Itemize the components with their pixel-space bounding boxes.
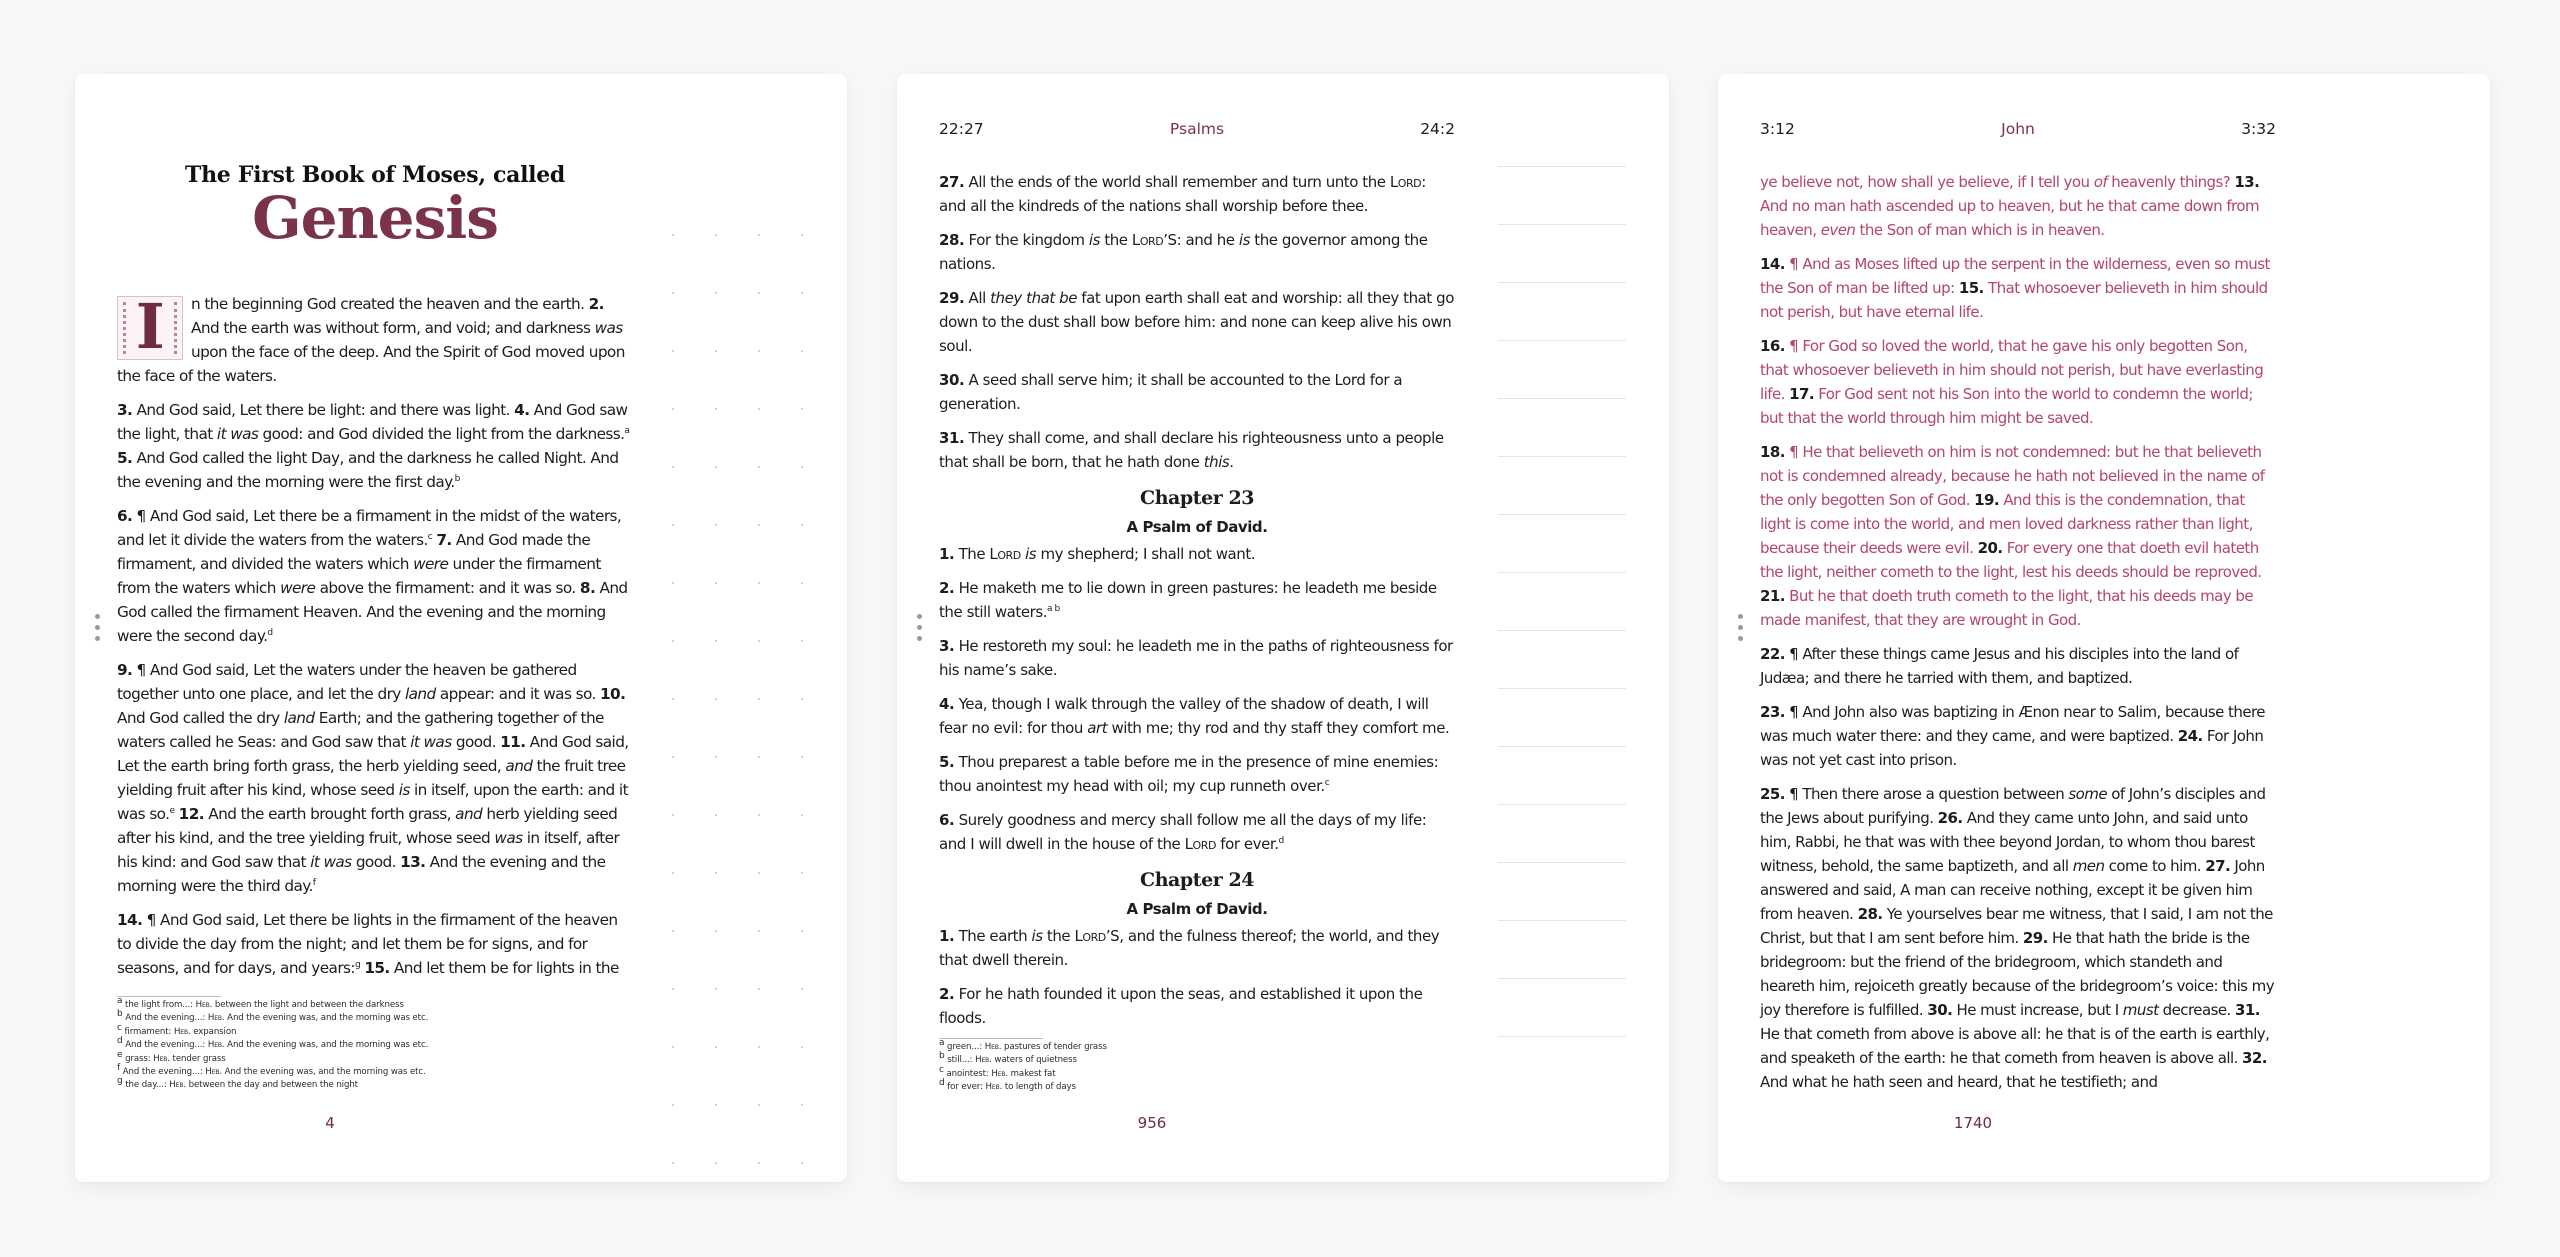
footnote: $^c$ firmament: Heb. expansion bbox=[117, 1022, 237, 1037]
paragraph: 3. And God said, Let there be light: and there was light. 4. And God saw the light, that it was good: and God divided the light from the darkness.$^a$ 5. And God called the light Day, and the darkness he called Night. And the evening and the morning were the first day.$^b$ bbox=[117, 401, 630, 491]
grid-dot bbox=[715, 466, 717, 468]
header-book: John bbox=[2001, 120, 2035, 138]
note-line bbox=[1498, 746, 1626, 747]
grid-dot bbox=[672, 872, 674, 874]
note-lines bbox=[1498, 166, 1626, 1094]
verse: 4. Yea, though I walk through the valley of the shadow of death, I will fear no evil: for thou art with me; thy rod and thy staff they comfort me. bbox=[939, 695, 1450, 737]
chapter-heading: Chapter 23 bbox=[1140, 487, 1254, 509]
footnote: $^b$ still...: Heb. waters of quietness bbox=[939, 1051, 1077, 1066]
grid-dot bbox=[715, 1104, 717, 1106]
verse: 1. The Lord is my shepherd; I shall not want. bbox=[939, 545, 1256, 563]
grid-dot bbox=[672, 408, 674, 410]
verse: 6. Surely goodness and mercy shall follow me all the days of my life: and I will dwell in the house of the Lord for ever.$^d$ bbox=[939, 811, 1427, 853]
psalm-superscription: A Psalm of David. bbox=[1126, 518, 1268, 536]
note-line bbox=[1498, 514, 1626, 515]
grid-dot bbox=[801, 930, 803, 932]
grid-dot bbox=[758, 872, 760, 874]
page-john bbox=[1718, 74, 2490, 1182]
note-line bbox=[1498, 282, 1626, 283]
book-subtitle: The First Book of Moses, called bbox=[185, 162, 565, 188]
grid-dot bbox=[801, 698, 803, 700]
verse: 25. ¶ Then there arose a question between some of John’s disciples and the Jews about purifying. 26. And they came unto John, and said unto him, Rabbi, he that was with thee beyond Jordan, to whom thou barest witness, behold, the same baptizeth, and all men come to him. 27. John answered and said, A man can receive nothing, except it be given him from heaven. 28. Ye yourselves bear me witness, that I said, I am not the Christ, but that I am sent before him. 29. He that hath the bride is the bridegroom: but the friend of the bridegroom, which standeth and heareth him, rejoiceth greatly because of the bridegroom’s voice: this my joy therefore is fulfilled. 30. He must increase, but I must decrease. 31. He that cometh from above is above all: he that is of the earth is earthly, and speaketh of the earth: he that cometh from heaven is above all. 32. And what he hath seen and heard, that he testifieth; and bbox=[1760, 785, 2275, 1091]
grid-dot bbox=[672, 698, 674, 700]
verse: 2. He maketh me to lie down in green pastures: he leadeth me beside the still waters.$^{a b}$ bbox=[939, 579, 1437, 621]
text-column bbox=[117, 292, 633, 990]
drag-handle-icon[interactable] bbox=[916, 614, 922, 644]
grid-dot bbox=[715, 698, 717, 700]
footnote: $^d$ And the evening...: Heb. And the evening was, and the morning was etc. bbox=[117, 1036, 429, 1051]
dropcap: I bbox=[117, 296, 183, 360]
grid-dot bbox=[758, 988, 760, 990]
grid-dot bbox=[801, 582, 803, 584]
footnote: $^c$ anointest: Heb. makest fat bbox=[939, 1064, 1056, 1079]
grid-dot bbox=[758, 1046, 760, 1048]
verse: 23. ¶ And John also was baptizing in Ænon near to Salim, because there was much water there: and they came, and were baptized. 24. For John was not yet cast into prison. bbox=[1760, 703, 2265, 769]
grid-dot bbox=[715, 408, 717, 410]
grid-dot bbox=[801, 640, 803, 642]
note-line bbox=[1498, 1036, 1626, 1037]
drag-handle-icon[interactable] bbox=[94, 614, 100, 644]
footnote: $^d$ for ever: Heb. to length of days bbox=[939, 1078, 1076, 1093]
note-line bbox=[1498, 456, 1626, 457]
paragraph: n the beginning God created the heaven and the earth. 2. And the earth was without form, and void; and darkness was upon the face of the deep. And the Spirit of God moved upon the face of the waters. bbox=[117, 295, 625, 385]
verse: 1. The earth is the Lord’S, and the fulness thereof; the world, and they that dwell therein. bbox=[939, 927, 1440, 969]
note-line bbox=[1498, 862, 1626, 863]
drag-handle-icon[interactable] bbox=[1737, 614, 1743, 644]
verse: 16. ¶ For God so loved the world, that he gave his only begotten Son, that whosoever believeth in him should not perish, but have everlasting life. 17. For God sent not his Son into the world to condemn the world; but that the world through him might be saved. bbox=[1760, 337, 2264, 427]
grid-dot bbox=[801, 524, 803, 526]
footnote: $^a$ the light from...: Heb. between the light and between the darkness bbox=[117, 996, 404, 1010]
grid-dot bbox=[801, 408, 803, 410]
note-line bbox=[1498, 688, 1626, 689]
grid-dot bbox=[758, 582, 760, 584]
header-start-ref: 3:12 bbox=[1760, 120, 1795, 138]
grid-dot bbox=[672, 756, 674, 758]
grid-dot bbox=[758, 524, 760, 526]
grid-dot bbox=[672, 466, 674, 468]
footnotes bbox=[939, 1038, 1239, 1095]
grid-dot bbox=[801, 872, 803, 874]
note-line bbox=[1498, 920, 1626, 921]
grid-dot bbox=[715, 582, 717, 584]
grid-dot bbox=[801, 756, 803, 758]
note-line bbox=[1498, 978, 1626, 979]
page-number: 4 bbox=[325, 1114, 335, 1132]
grid-dot bbox=[672, 1046, 674, 1048]
note-line bbox=[1498, 340, 1626, 341]
verse: 3. He restoreth my soul: he leadeth me in the paths of righteousness for his name’s sake. bbox=[939, 637, 1453, 679]
grid-dot bbox=[672, 292, 674, 294]
chapter-heading: Chapter 24 bbox=[1140, 869, 1254, 891]
grid-dot bbox=[801, 1162, 803, 1164]
grid-dot bbox=[672, 350, 674, 352]
verse: 2. For he hath founded it upon the seas, and established it upon the floods. bbox=[939, 985, 1423, 1027]
grid-dot bbox=[672, 930, 674, 932]
header-end-ref: 3:32 bbox=[2241, 120, 2276, 138]
grid-dot bbox=[758, 756, 760, 758]
verse: 31. They shall come, and shall declare his righteousness unto a people that shall be born, that he hath done this. bbox=[939, 429, 1444, 471]
grid-dot bbox=[715, 292, 717, 294]
grid-dot bbox=[715, 1046, 717, 1048]
verse: 18. ¶ He that believeth on him is not condemned: but he that believeth not is condemned already, because he hath not believed in the name of the only begotten Son of God. 19. And this is the condemnation, that light is come into the world, and men loved darkness rather than light, because their deeds were evil. 20. For every one that doeth evil hateth the light, neither cometh to the light, lest his deeds should be reproved. 21. But he that doeth truth cometh to the light, that his deeds may be made manifest, that they are wrought in God. bbox=[1760, 443, 2265, 629]
note-line bbox=[1498, 804, 1626, 805]
psalm-superscription: A Psalm of David. bbox=[1126, 900, 1268, 918]
footnote: $^b$ And the evening...: Heb. And the evening was, and the morning was etc. bbox=[117, 1009, 429, 1024]
verse: 22. ¶ After these things came Jesus and his disciples into the land of Judæa; and there he tarried with them, and baptized. bbox=[1760, 645, 2239, 687]
verse: 14. ¶ And as Moses lifted up the serpent in the wilderness, even so must the Son of man be lifted up: 15. That whosoever believeth in him should not perish, but have eternal life. bbox=[1760, 255, 2270, 321]
footnotes bbox=[117, 996, 537, 1093]
note-line bbox=[1498, 630, 1626, 631]
note-line bbox=[1498, 166, 1626, 167]
grid-dot bbox=[758, 292, 760, 294]
grid-dot bbox=[758, 814, 760, 816]
grid-dot bbox=[758, 466, 760, 468]
page-genesis bbox=[75, 74, 847, 1182]
grid-dot bbox=[758, 350, 760, 352]
footnote: $^g$ the day...: Heb. between the day and between the night bbox=[117, 1076, 358, 1091]
page-number: 956 bbox=[1137, 1114, 1167, 1132]
grid-dot bbox=[758, 1104, 760, 1106]
page-psalms bbox=[897, 74, 1669, 1182]
grid-dot bbox=[758, 234, 760, 236]
paragraph: 14. ¶ And God said, Let there be lights in the firmament of the heaven to divide the day from the night; and let them be for signs, and for seasons, and for days, and years:$^g$ 15. And let them be for lights in the bbox=[117, 911, 619, 977]
grid-dot bbox=[672, 1162, 674, 1164]
verse: ye believe not, how shall ye believe, if I tell you of heavenly things? 13. And no man hath ascended up to heaven, but he that came down from heaven, even the Son of man which is in heaven. bbox=[1760, 173, 2260, 239]
grid-dot bbox=[801, 466, 803, 468]
grid-dot bbox=[715, 640, 717, 642]
grid-dot bbox=[715, 350, 717, 352]
grid-dot bbox=[758, 408, 760, 410]
grid-dot bbox=[672, 524, 674, 526]
grid-dot bbox=[672, 988, 674, 990]
verse: 27. All the ends of the world shall remember and turn unto the Lord: and all the kindreds of the nations shall worship before thee. bbox=[939, 173, 1426, 215]
grid-dot bbox=[715, 524, 717, 526]
verse: 29. All they that be fat upon earth shall eat and worship: all they that go down to the dust shall bow before him: and none can keep alive his own soul. bbox=[939, 289, 1454, 355]
running-header bbox=[939, 120, 1455, 144]
grid-dot bbox=[758, 930, 760, 932]
text-column bbox=[1760, 170, 2276, 1104]
grid-dot bbox=[758, 1162, 760, 1164]
header-book: Psalms bbox=[1169, 120, 1225, 138]
grid-dot bbox=[715, 234, 717, 236]
verse: 5. Thou preparest a table before me in the presence of mine enemies: thou anointest my head with oil; my cup runneth over.$^c$ bbox=[939, 753, 1439, 795]
header-start-ref: 22:27 bbox=[939, 120, 984, 138]
grid-dot bbox=[672, 814, 674, 816]
verse: 30. A seed shall serve him; it shall be accounted to the Lord for a generation. bbox=[939, 371, 1403, 413]
grid-dot bbox=[801, 988, 803, 990]
grid-dot bbox=[715, 930, 717, 932]
text-column bbox=[939, 170, 1455, 1040]
paragraph: 9. ¶ And God said, Let the waters under the heaven be gathered together unto one place, and let the dry land appear: and it was so. 10. And God called the dry land Earth; and the gathering together of the waters called he Seas: and God saw that it was good. 11. And God said, Let the earth bring forth grass, the herb yielding seed, and the fruit tree yielding fruit after his kind, whose seed is in itself, upon the earth: and it was so.$^e$ 12. And the earth brought forth grass, and herb yielding seed after his kind, and the tree yielding fruit, whose seed was in itself, after his kind: and God saw that it was good. 13. And the evening and the morning were the third day.$^f$ bbox=[117, 661, 629, 895]
grid-dot bbox=[758, 698, 760, 700]
running-header bbox=[1760, 120, 2276, 144]
footnote: $^e$ grass: Heb. tender grass bbox=[117, 1049, 226, 1064]
grid-dot bbox=[715, 988, 717, 990]
grid-dot bbox=[715, 872, 717, 874]
grid-dot bbox=[801, 1104, 803, 1106]
grid-dot bbox=[672, 234, 674, 236]
note-line bbox=[1498, 224, 1626, 225]
footnote: $^a$ green...: Heb. pastures of tender grass bbox=[939, 1038, 1107, 1052]
grid-dot bbox=[715, 1162, 717, 1164]
grid-dot bbox=[672, 582, 674, 584]
grid-dot bbox=[801, 292, 803, 294]
grid-dot bbox=[801, 1046, 803, 1048]
footnote: $^f$ And the evening...: Heb. And the evening was, and the morning was etc. bbox=[117, 1063, 426, 1078]
header-end-ref: 24:2 bbox=[1420, 120, 1455, 138]
grid-dot bbox=[801, 350, 803, 352]
note-line bbox=[1498, 572, 1626, 573]
note-line bbox=[1498, 398, 1626, 399]
book-title: Genesis bbox=[252, 184, 498, 252]
grid-dot bbox=[715, 814, 717, 816]
grid-dot bbox=[801, 814, 803, 816]
grid-dot bbox=[672, 1104, 674, 1106]
paragraph: 6. ¶ And God said, Let there be a firmament in the midst of the waters, and let it divide the waters from the waters.$^c$ 7. And God made the firmament, and divided the waters which were under the firmament from the waters which were above the firmament: and it was so. 8. And God called the firmament Heaven. And the evening and the morning were the second day.$^d$ bbox=[117, 507, 628, 645]
grid-dot bbox=[672, 640, 674, 642]
grid-dot bbox=[715, 756, 717, 758]
page-number: 1740 bbox=[1953, 1114, 1993, 1132]
grid-dot bbox=[758, 640, 760, 642]
verse: 28. For the kingdom is the Lord’S: and he is the governor among the nations. bbox=[939, 231, 1428, 273]
grid-dot bbox=[801, 234, 803, 236]
